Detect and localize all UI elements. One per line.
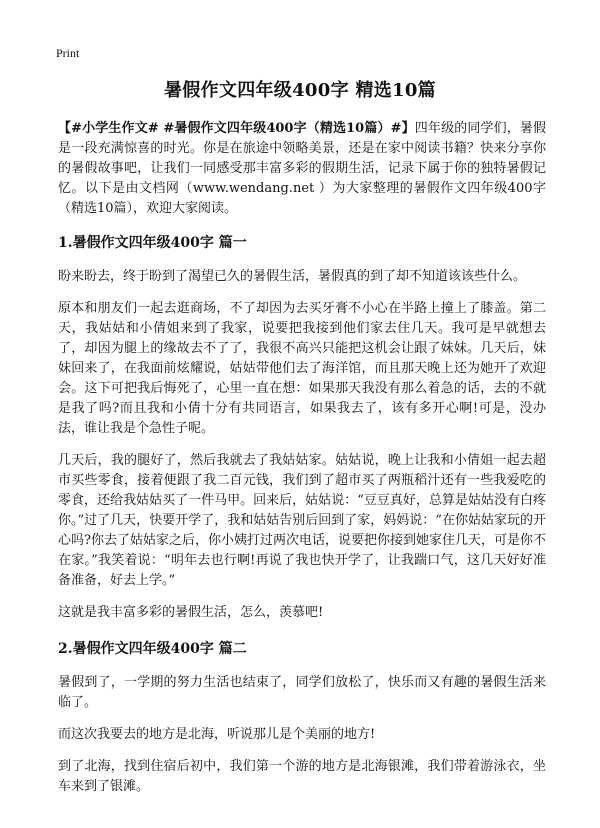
paragraph: 盼来盼去，终于盼到了渴望已久的暑假生活，暑假真的到了却不知道该该些什么。	[58, 269, 527, 284]
paragraph: 这就是我丰富多彩的暑假生活，怎么，羡慕吧!	[58, 605, 324, 620]
page-title: 暑假作文四年级400字 精选10篇	[164, 80, 436, 101]
section-1	[58, 233, 546, 623]
print-link[interactable]: Print	[56, 46, 80, 60]
section-heading: 1.暑假作文四年级400字 篇一	[58, 235, 247, 251]
intro-paragraph	[58, 119, 546, 219]
intro-text: 四年级的同学们，暑假是一段充满惊喜的时光。你是在旅途中领略美景，还是在家中阅读书籍？快来分享你的暑假故事吧，让我们一同感受那丰富多彩的假期生活，记录下属于你的独特暑假记忆。以下是由文档网（www.wendang.net ）为大家整理的暑假作文四年级400字（精选10篇），欢迎大家阅读。	[58, 121, 546, 216]
paragraph: 而这次我要去的地方是北海，听说那儿是个美丽的地方!	[58, 727, 376, 742]
article-content	[58, 119, 546, 809]
paragraph: 几天后，我的腿好了，然后我就去了我姑姑家。姑姑说，晚上让我和小倩姐一起去超市买些零食，接着便跟了我二百元钱，我们到了超市买了两瓶稻汁还有一些我爱吃的零食，还给我姑姑买了一件马甲。回来后，姑姑说：“豆豆真好，总算是姑姑没有白疼你。”过了几天，快要开学了，我和姑姑告别后回到了家，妈妈说：“在你姑姑家玩的开心吗?你去了姑姑家之后，你小姨打过两次电话，说要把你接到她家住几天，可是你不在家。”我笑着说：“明年去也行啊!再说了我也快开学了，让我踹口气，这几天好好准备准备，好去上学。”	[58, 453, 546, 588]
intro-tag: 【#小学生作文# #暑假作文四年级400字（精选10篇）#】	[58, 121, 415, 136]
section-heading: 2.暑假作文四年级400字 篇二	[58, 641, 247, 657]
paragraph: 原本和朋友们一起去逛商场，不了却因为去买牙膏不小心在半路上撞上了膝盖。第二天，我姑姑和小倩姐来到了我家，说要把我接到他们家去住几天。我可是早就想去了，却因为腿上的缘故去不了了，我很不高兴只能把这机会让跟了妹妹。几天后，妹妹回来了，在我面前炫耀说，姑姑带他们去了海洋馆，而且那天晚上还为她开了欢迎会。这下可把我后悔死了，心里一直在想：如果那天我没有那么着急的话，去的不就是我了吗?而且我和小倩十分有共同语言，如果我去了，该有多开心啊!可是，没办法，谁让我是个急性子呢。	[58, 301, 546, 436]
section-2	[58, 639, 546, 797]
paragraph: 到了北海，找到住宿后初中，我们第一个游的地方是北海银滩，我们带着游泳衣，坐车来到了银滩。	[58, 759, 546, 794]
paragraph: 暑假到了，一学期的努力生活也结束了，同学们放松了，快乐而又有趣的暑假生活来临了。	[58, 675, 546, 710]
